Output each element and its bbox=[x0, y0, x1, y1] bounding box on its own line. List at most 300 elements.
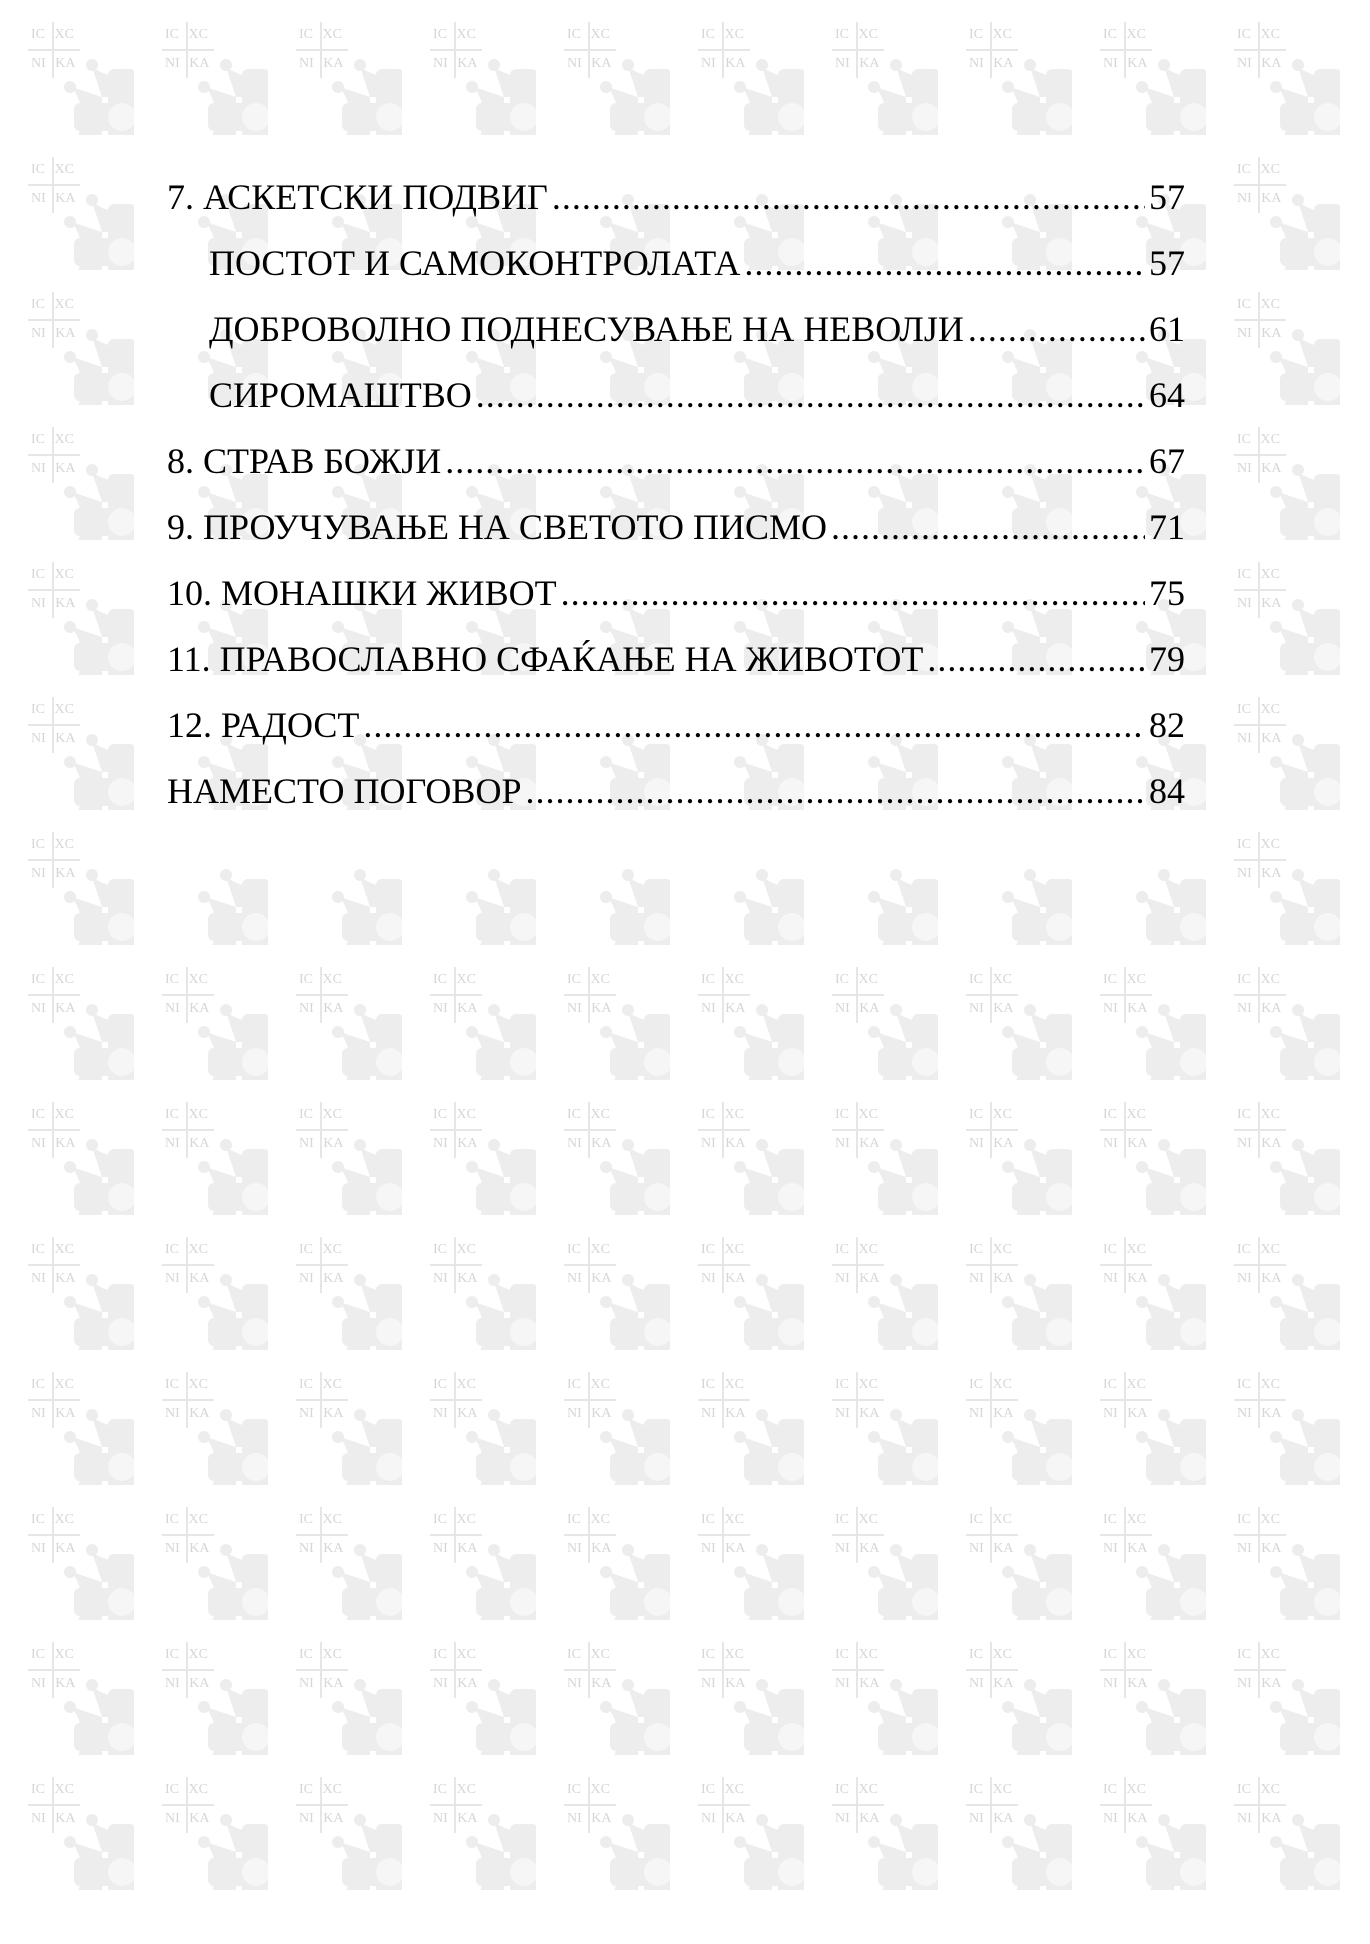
monogram-bottom-text: NI KA bbox=[835, 1001, 880, 1016]
monogram-bottom-text: NI KA bbox=[299, 56, 344, 71]
toc-entry-title: ДОБРОВОЛНО ПОДНЕСУВАЊЕ НА НЕВОЛЈИ bbox=[209, 309, 964, 349]
icxc-nika-monogram bbox=[832, 1235, 888, 1295]
icxc-nika-monogram bbox=[1100, 1505, 1156, 1565]
monogram-divider bbox=[564, 1669, 616, 1671]
monogram-top-text: IC XC bbox=[299, 1512, 342, 1527]
dot-leader bbox=[968, 304, 1145, 354]
dot-leader bbox=[552, 172, 1145, 222]
monogram-bottom-text: NI KA bbox=[1103, 1811, 1148, 1826]
monogram-top-text: IC XC bbox=[165, 27, 208, 42]
monogram-bottom-text: NI KA bbox=[969, 1001, 1014, 1016]
monogram-bottom-text: NI KA bbox=[433, 1406, 478, 1421]
table-of-contents bbox=[167, 172, 1185, 832]
monogram-divider bbox=[1234, 319, 1286, 321]
monogram-top-text: IC XC bbox=[31, 567, 74, 582]
toc-entry[interactable] bbox=[167, 172, 1185, 238]
monogram-bottom-text: NI KA bbox=[567, 56, 612, 71]
monogram-divider bbox=[1234, 49, 1286, 51]
monogram-bottom-text: NI KA bbox=[567, 1541, 612, 1556]
icxc-nika-monogram bbox=[1234, 1505, 1290, 1565]
monogram-bottom-text: NI KA bbox=[1237, 1406, 1282, 1421]
monogram-divider bbox=[1234, 1534, 1286, 1536]
toc-entry[interactable] bbox=[167, 436, 1185, 502]
icxc-nika-monogram bbox=[1100, 1775, 1156, 1835]
monogram-divider bbox=[28, 454, 80, 456]
monogram-bottom-text: NI KA bbox=[1237, 56, 1282, 71]
monogram-top-text: IC XC bbox=[1237, 1107, 1280, 1122]
toc-entry-title: 7. АСКЕТСКИ ПОДВИГ bbox=[167, 177, 548, 217]
monogram-top-text: IC XC bbox=[31, 1377, 74, 1392]
icxc-nika-monogram bbox=[1100, 1235, 1156, 1295]
monogram-top-text: IC XC bbox=[835, 1782, 878, 1797]
monogram-bottom-text: NI KA bbox=[1103, 1541, 1148, 1556]
toc-entry-title: СИРОМАШТВО bbox=[209, 375, 472, 415]
icxc-nika-monogram bbox=[1234, 1775, 1290, 1835]
icxc-nika-monogram bbox=[430, 20, 486, 80]
monogram-bottom-text: NI KA bbox=[31, 326, 76, 341]
monogram-divider bbox=[162, 994, 214, 996]
icxc-nika-monogram bbox=[966, 1775, 1022, 1835]
monogram-top-text: IC XC bbox=[567, 1647, 610, 1662]
monogram-divider bbox=[28, 724, 80, 726]
icxc-nika-monogram bbox=[296, 1505, 352, 1565]
monogram-bottom-text: NI KA bbox=[1103, 56, 1148, 71]
monogram-top-text: IC XC bbox=[1237, 1512, 1280, 1527]
toc-entry[interactable] bbox=[167, 238, 1185, 304]
icxc-nika-monogram bbox=[698, 1505, 754, 1565]
monogram-divider bbox=[698, 1669, 750, 1671]
monogram-bottom-text: NI KA bbox=[299, 1811, 344, 1826]
icxc-nika-monogram bbox=[1234, 155, 1290, 215]
monogram-top-text: IC XC bbox=[299, 1647, 342, 1662]
icxc-nika-monogram bbox=[966, 1235, 1022, 1295]
monogram-bottom-text: NI KA bbox=[835, 1541, 880, 1556]
monogram-top-text: IC XC bbox=[299, 1782, 342, 1797]
toc-entry-title: 12. РАДОСТ bbox=[167, 705, 360, 745]
monogram-bottom-text: NI KA bbox=[31, 56, 76, 71]
monogram-top-text: IC XC bbox=[969, 27, 1012, 42]
icxc-nika-monogram bbox=[698, 20, 754, 80]
icxc-nika-monogram bbox=[832, 1370, 888, 1430]
icxc-nika-monogram bbox=[28, 560, 84, 620]
monogram-bottom-text: NI KA bbox=[701, 1676, 746, 1691]
monogram-top-text: IC XC bbox=[1237, 1647, 1280, 1662]
monogram-bottom-text: NI KA bbox=[299, 1406, 344, 1421]
monogram-top-text: IC XC bbox=[165, 1107, 208, 1122]
monogram-divider bbox=[698, 1399, 750, 1401]
monogram-divider bbox=[28, 49, 80, 51]
toc-entry-title: 8. СТРАВ БОЖЈИ bbox=[167, 441, 442, 481]
icxc-nika-monogram bbox=[296, 20, 352, 80]
monogram-top-text: IC XC bbox=[1103, 1377, 1146, 1392]
icxc-nika-monogram bbox=[1234, 1370, 1290, 1430]
monogram-divider bbox=[564, 1264, 616, 1266]
toc-entry-page: 75 bbox=[1149, 573, 1185, 613]
monogram-bottom-text: NI KA bbox=[1237, 1811, 1282, 1826]
monogram-top-text: IC XC bbox=[1103, 1107, 1146, 1122]
monogram-top-text: IC XC bbox=[567, 1512, 610, 1527]
monogram-divider bbox=[1234, 859, 1286, 861]
monogram-top-text: IC XC bbox=[701, 1782, 744, 1797]
icxc-nika-monogram bbox=[430, 1370, 486, 1430]
icxc-nika-monogram bbox=[28, 155, 84, 215]
icxc-nika-monogram bbox=[832, 20, 888, 80]
icxc-nika-monogram bbox=[1234, 830, 1290, 890]
toc-entry-title: 10. МОНАШКИ ЖИВОТ bbox=[167, 573, 557, 613]
monogram-top-text: IC XC bbox=[701, 27, 744, 42]
monogram-bottom-text: NI KA bbox=[433, 1271, 478, 1286]
monogram-divider bbox=[832, 49, 884, 51]
monogram-bottom-text: NI KA bbox=[701, 1406, 746, 1421]
dot-leader bbox=[927, 634, 1145, 684]
monogram-divider bbox=[832, 1129, 884, 1131]
monogram-divider bbox=[966, 49, 1018, 51]
monogram-bottom-text: NI KA bbox=[31, 731, 76, 746]
toc-entry[interactable] bbox=[167, 766, 1185, 832]
icxc-nika-monogram bbox=[430, 1100, 486, 1160]
monogram-divider bbox=[28, 1129, 80, 1131]
monogram-bottom-text: NI KA bbox=[969, 1136, 1014, 1151]
icxc-nika-monogram bbox=[28, 1235, 84, 1295]
monogram-top-text: IC XC bbox=[835, 1107, 878, 1122]
monogram-divider bbox=[1234, 994, 1286, 996]
toc-entry[interactable] bbox=[167, 700, 1185, 766]
monogram-divider bbox=[966, 1264, 1018, 1266]
icxc-nika-monogram bbox=[698, 1640, 754, 1700]
dot-leader bbox=[525, 766, 1145, 816]
monogram-top-text: IC XC bbox=[165, 1512, 208, 1527]
icxc-nika-monogram bbox=[1234, 1100, 1290, 1160]
monogram-top-text: IC XC bbox=[433, 1107, 476, 1122]
monogram-top-text: IC XC bbox=[1103, 1512, 1146, 1527]
monogram-divider bbox=[28, 994, 80, 996]
monogram-bottom-text: NI KA bbox=[165, 56, 210, 71]
monogram-bottom-text: NI KA bbox=[835, 1406, 880, 1421]
icxc-nika-monogram bbox=[430, 1640, 486, 1700]
toc-entry-page: 67 bbox=[1149, 441, 1185, 481]
monogram-bottom-text: NI KA bbox=[835, 1136, 880, 1151]
monogram-top-text: IC XC bbox=[1237, 567, 1280, 582]
monogram-divider bbox=[28, 1804, 80, 1806]
monogram-divider bbox=[430, 994, 482, 996]
icxc-nika-monogram bbox=[28, 425, 84, 485]
monogram-top-text: IC XC bbox=[969, 1647, 1012, 1662]
monogram-divider bbox=[296, 1129, 348, 1131]
monogram-divider bbox=[296, 1804, 348, 1806]
monogram-top-text: IC XC bbox=[835, 972, 878, 987]
monogram-bottom-text: NI KA bbox=[31, 1676, 76, 1691]
monogram-top-text: IC XC bbox=[165, 1647, 208, 1662]
monogram-top-text: IC XC bbox=[165, 972, 208, 987]
icxc-nika-monogram bbox=[1100, 1100, 1156, 1160]
monogram-divider bbox=[28, 1264, 80, 1266]
monogram-top-text: IC XC bbox=[701, 1377, 744, 1392]
monogram-divider bbox=[698, 49, 750, 51]
monogram-divider bbox=[1234, 724, 1286, 726]
toc-entry-title: НАМЕСТО ПОГОВОР bbox=[167, 771, 522, 811]
monogram-bottom-text: NI KA bbox=[299, 1001, 344, 1016]
monogram-bottom-text: NI KA bbox=[701, 56, 746, 71]
monogram-bottom-text: NI KA bbox=[835, 1811, 880, 1826]
monogram-bottom-text: NI KA bbox=[165, 1541, 210, 1556]
dot-leader bbox=[476, 370, 1145, 420]
toc-entry[interactable] bbox=[167, 304, 1185, 370]
monogram-top-text: IC XC bbox=[567, 1782, 610, 1797]
monogram-top-text: IC XC bbox=[701, 1242, 744, 1257]
monogram-divider bbox=[1234, 1399, 1286, 1401]
monogram-divider bbox=[966, 1129, 1018, 1131]
toc-entry-page: 82 bbox=[1149, 705, 1185, 745]
monogram-divider bbox=[296, 1534, 348, 1536]
monogram-top-text: IC XC bbox=[701, 1512, 744, 1527]
monogram-top-text: IC XC bbox=[835, 1647, 878, 1662]
monogram-bottom-text: NI KA bbox=[433, 1136, 478, 1151]
monogram-bottom-text: NI KA bbox=[1237, 1136, 1282, 1151]
monogram-divider bbox=[162, 1534, 214, 1536]
icxc-nika-monogram bbox=[966, 1505, 1022, 1565]
icxc-nika-monogram bbox=[1100, 1370, 1156, 1430]
monogram-divider bbox=[162, 1669, 214, 1671]
monogram-divider bbox=[430, 1129, 482, 1131]
monogram-bottom-text: NI KA bbox=[969, 1541, 1014, 1556]
monogram-bottom-text: NI KA bbox=[31, 1811, 76, 1826]
monogram-top-text: IC XC bbox=[567, 1107, 610, 1122]
icxc-nika-monogram bbox=[430, 965, 486, 1025]
monogram-top-text: IC XC bbox=[433, 1242, 476, 1257]
monogram-top-text: IC XC bbox=[1237, 1242, 1280, 1257]
icxc-nika-monogram bbox=[698, 1235, 754, 1295]
icxc-nika-monogram bbox=[28, 1100, 84, 1160]
monogram-bottom-text: NI KA bbox=[567, 1271, 612, 1286]
monogram-top-text: IC XC bbox=[299, 1242, 342, 1257]
monogram-divider bbox=[1100, 994, 1152, 996]
icxc-nika-monogram bbox=[966, 965, 1022, 1025]
monogram-top-text: IC XC bbox=[433, 1782, 476, 1797]
icxc-nika-monogram bbox=[1234, 965, 1290, 1025]
monogram-top-text: IC XC bbox=[1237, 27, 1280, 42]
monogram-bottom-text: NI KA bbox=[433, 1541, 478, 1556]
monogram-divider bbox=[162, 1264, 214, 1266]
icxc-nika-monogram bbox=[1234, 1235, 1290, 1295]
icxc-nika-monogram bbox=[1100, 965, 1156, 1025]
monogram-divider bbox=[832, 994, 884, 996]
monogram-bottom-text: NI KA bbox=[433, 56, 478, 71]
icxc-nika-monogram bbox=[162, 1100, 218, 1160]
monogram-top-text: IC XC bbox=[567, 1377, 610, 1392]
monogram-top-text: IC XC bbox=[31, 972, 74, 987]
dot-leader bbox=[445, 436, 1145, 486]
monogram-divider bbox=[564, 1804, 616, 1806]
monogram-top-text: IC XC bbox=[1103, 972, 1146, 987]
monogram-top-text: IC XC bbox=[31, 1647, 74, 1662]
monogram-divider bbox=[966, 1804, 1018, 1806]
monogram-divider bbox=[1234, 1264, 1286, 1266]
toc-entry[interactable] bbox=[167, 370, 1185, 436]
monogram-top-text: IC XC bbox=[1237, 162, 1280, 177]
monogram-top-text: IC XC bbox=[567, 972, 610, 987]
monogram-bottom-text: NI KA bbox=[1237, 191, 1282, 206]
icxc-nika-monogram bbox=[28, 1505, 84, 1565]
monogram-top-text: IC XC bbox=[31, 702, 74, 717]
monogram-divider bbox=[966, 994, 1018, 996]
monogram-bottom-text: NI KA bbox=[299, 1541, 344, 1556]
monogram-bottom-text: NI KA bbox=[1237, 731, 1282, 746]
icxc-nika-monogram bbox=[966, 1640, 1022, 1700]
toc-entry[interactable] bbox=[167, 502, 1185, 568]
monogram-top-text: IC XC bbox=[969, 1512, 1012, 1527]
monogram-top-text: IC XC bbox=[433, 1377, 476, 1392]
monogram-divider bbox=[1234, 184, 1286, 186]
monogram-divider bbox=[832, 1264, 884, 1266]
monogram-divider bbox=[430, 1534, 482, 1536]
dot-leader bbox=[744, 238, 1145, 288]
icxc-nika-monogram bbox=[564, 1370, 620, 1430]
monogram-bottom-text: NI KA bbox=[1103, 1271, 1148, 1286]
icxc-nika-monogram bbox=[698, 1370, 754, 1430]
monogram-divider bbox=[296, 1399, 348, 1401]
monogram-bottom-text: NI KA bbox=[433, 1811, 478, 1826]
toc-entry-page: 64 bbox=[1149, 375, 1185, 415]
monogram-top-text: IC XC bbox=[433, 1647, 476, 1662]
monogram-divider bbox=[564, 994, 616, 996]
toc-entry-page: 84 bbox=[1149, 771, 1185, 811]
icxc-nika-monogram bbox=[28, 290, 84, 350]
monogram-divider bbox=[966, 1534, 1018, 1536]
icxc-nika-monogram bbox=[28, 1640, 84, 1700]
monogram-divider bbox=[832, 1669, 884, 1671]
monogram-top-text: IC XC bbox=[1237, 1782, 1280, 1797]
icxc-nika-monogram bbox=[564, 1100, 620, 1160]
monogram-top-text: IC XC bbox=[567, 27, 610, 42]
monogram-divider bbox=[1100, 1264, 1152, 1266]
icxc-nika-monogram bbox=[28, 20, 84, 80]
monogram-bottom-text: NI KA bbox=[567, 1136, 612, 1151]
monogram-divider bbox=[1234, 454, 1286, 456]
monogram-divider bbox=[832, 1534, 884, 1536]
monogram-bottom-text: NI KA bbox=[165, 1811, 210, 1826]
icxc-nika-monogram bbox=[1234, 695, 1290, 755]
icxc-nika-monogram bbox=[832, 965, 888, 1025]
monogram-top-text: IC XC bbox=[969, 1377, 1012, 1392]
icxc-nika-monogram bbox=[698, 1100, 754, 1160]
monogram-top-text: IC XC bbox=[1237, 297, 1280, 312]
monogram-top-text: IC XC bbox=[701, 972, 744, 987]
monogram-bottom-text: NI KA bbox=[1103, 1001, 1148, 1016]
monogram-bottom-text: NI KA bbox=[31, 596, 76, 611]
icxc-nika-monogram bbox=[564, 1775, 620, 1835]
monogram-divider bbox=[162, 1129, 214, 1131]
monogram-divider bbox=[28, 319, 80, 321]
monogram-top-text: IC XC bbox=[1103, 1647, 1146, 1662]
monogram-divider bbox=[430, 49, 482, 51]
monogram-bottom-text: NI KA bbox=[31, 1001, 76, 1016]
monogram-divider bbox=[430, 1399, 482, 1401]
monogram-divider bbox=[28, 1669, 80, 1671]
monogram-divider bbox=[162, 1804, 214, 1806]
monogram-top-text: IC XC bbox=[1237, 972, 1280, 987]
monogram-top-text: IC XC bbox=[165, 1377, 208, 1392]
monogram-divider bbox=[430, 1669, 482, 1671]
monogram-top-text: IC XC bbox=[31, 837, 74, 852]
monogram-top-text: IC XC bbox=[31, 432, 74, 447]
icxc-nika-monogram bbox=[966, 1100, 1022, 1160]
monogram-top-text: IC XC bbox=[31, 1512, 74, 1527]
monogram-bottom-text: NI KA bbox=[31, 1136, 76, 1151]
monogram-bottom-text: NI KA bbox=[567, 1676, 612, 1691]
monogram-divider bbox=[832, 1399, 884, 1401]
monogram-top-text: IC XC bbox=[299, 972, 342, 987]
monogram-bottom-text: NI KA bbox=[1237, 1676, 1282, 1691]
monogram-bottom-text: NI KA bbox=[1237, 461, 1282, 476]
monogram-divider bbox=[28, 859, 80, 861]
monogram-divider bbox=[698, 994, 750, 996]
monogram-top-text: IC XC bbox=[433, 27, 476, 42]
icxc-nika-monogram bbox=[162, 1640, 218, 1700]
icxc-nika-monogram bbox=[28, 830, 84, 890]
icxc-nika-monogram bbox=[162, 1505, 218, 1565]
monogram-top-text: IC XC bbox=[1103, 1242, 1146, 1257]
icxc-nika-monogram bbox=[296, 1100, 352, 1160]
monogram-top-text: IC XC bbox=[835, 1377, 878, 1392]
monogram-bottom-text: NI KA bbox=[31, 461, 76, 476]
monogram-top-text: IC XC bbox=[31, 1782, 74, 1797]
monogram-top-text: IC XC bbox=[433, 972, 476, 987]
monogram-top-text: IC XC bbox=[701, 1647, 744, 1662]
monogram-bottom-text: NI KA bbox=[1237, 326, 1282, 341]
toc-entry-page: 61 bbox=[1149, 309, 1185, 349]
monogram-divider bbox=[28, 184, 80, 186]
icxc-nika-monogram bbox=[162, 1235, 218, 1295]
monogram-bottom-text: NI KA bbox=[31, 866, 76, 881]
monogram-divider bbox=[296, 49, 348, 51]
monogram-bottom-text: NI KA bbox=[1103, 1676, 1148, 1691]
toc-entry[interactable] bbox=[167, 568, 1185, 634]
icxc-nika-monogram bbox=[162, 1370, 218, 1430]
monogram-bottom-text: NI KA bbox=[835, 56, 880, 71]
monogram-top-text: IC XC bbox=[31, 1107, 74, 1122]
monogram-top-text: IC XC bbox=[969, 1782, 1012, 1797]
dot-leader bbox=[831, 502, 1145, 552]
icxc-nika-monogram bbox=[28, 1370, 84, 1430]
monogram-bottom-text: NI KA bbox=[969, 1811, 1014, 1826]
icxc-nika-monogram bbox=[162, 1775, 218, 1835]
monogram-divider bbox=[1234, 1669, 1286, 1671]
toc-entry-title: 9. ПРОУЧУВАЊЕ НА СВЕТОТО ПИСМО bbox=[167, 507, 827, 547]
icxc-nika-monogram bbox=[832, 1505, 888, 1565]
monogram-divider bbox=[296, 1669, 348, 1671]
icxc-nika-monogram bbox=[430, 1775, 486, 1835]
monogram-bottom-text: NI KA bbox=[165, 1136, 210, 1151]
monogram-top-text: IC XC bbox=[31, 162, 74, 177]
monogram-bottom-text: NI KA bbox=[165, 1406, 210, 1421]
dot-leader bbox=[561, 568, 1145, 618]
toc-entry[interactable] bbox=[167, 634, 1185, 700]
monogram-divider bbox=[1100, 1399, 1152, 1401]
monogram-bottom-text: NI KA bbox=[1237, 1541, 1282, 1556]
monogram-divider bbox=[296, 1264, 348, 1266]
monogram-divider bbox=[430, 1264, 482, 1266]
monogram-top-text: IC XC bbox=[567, 1242, 610, 1257]
monogram-divider bbox=[1100, 1129, 1152, 1131]
monogram-divider bbox=[1100, 1804, 1152, 1806]
monogram-divider bbox=[698, 1264, 750, 1266]
monogram-bottom-text: NI KA bbox=[31, 1271, 76, 1286]
monogram-bottom-text: NI KA bbox=[701, 1811, 746, 1826]
monogram-bottom-text: NI KA bbox=[567, 1001, 612, 1016]
monogram-divider bbox=[698, 1534, 750, 1536]
monogram-bottom-text: NI KA bbox=[165, 1001, 210, 1016]
monogram-divider bbox=[966, 1399, 1018, 1401]
